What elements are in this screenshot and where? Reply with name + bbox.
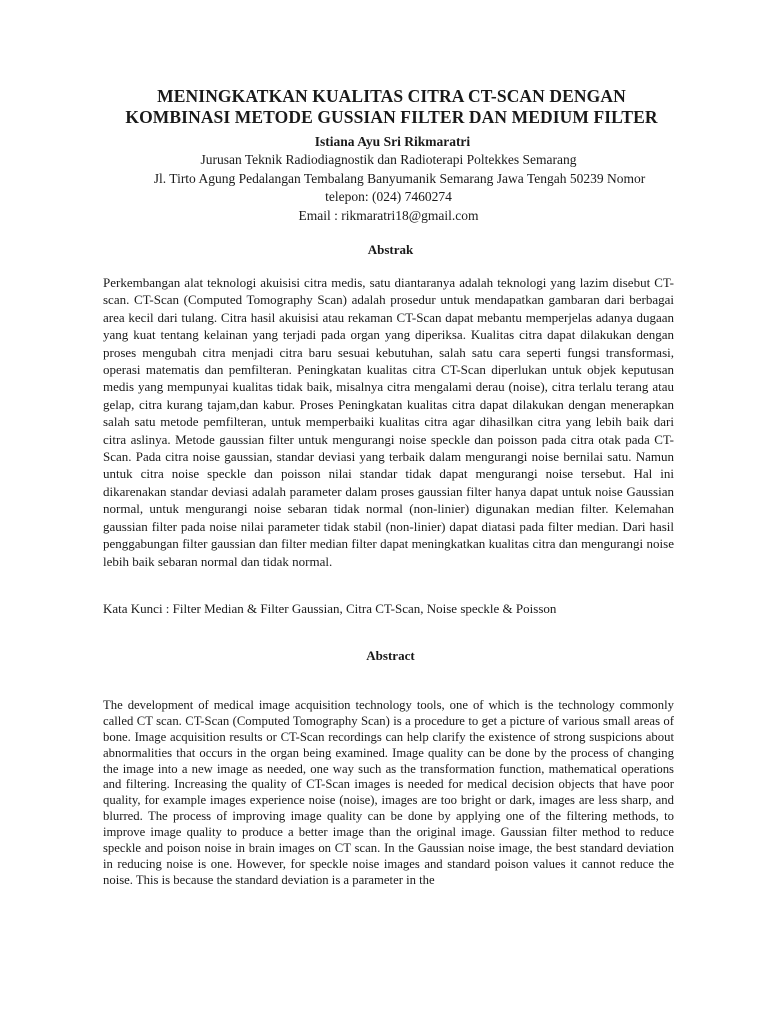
- affiliation-line3: telepon: (024) 7460274: [325, 189, 452, 204]
- abstract-paragraph: The development of medical image acquisition technology tools, one of which is the technology commonly called CT scan. CT-Scan (Computed Tomography Scan) is a procedure to get a picture of various small areas of bone. Image acquisition results or CT-Scan recordings can help clarify the existence of strong suspicions about abnormalities that occurs in the organ being examined. Image quality can be done by the process of changing the image into a new image as needed, one way such as the transformation function, mathematical operations and filtering. Increasing the quality of CT-Scan images is needed for medical decision objects that have poor quality, for example images experience noise (noise), images are too bright or dark, images are less sharp, and blurred. The process of improving image quality can be done by applying one of the filtering methods, to improve image quality to produce a better image than the original image. Gaussian filter method to reduce speckle and poison noise in brain images on CT scan. In the Gaussian noise image, the best standard deviation in reducing noise is one. However, for speckle noise images and standard poison values it cannot reduce the noise. This is because the standard deviation is a parameter in the: [103, 697, 674, 887]
- affiliation-line2: Jl. Tirto Agung Pedalangan Tembalang Banyumanik Semarang Jawa Tengah 50239 Nomor: [153, 170, 646, 186]
- abstrak-paragraph: Perkembangan alat teknologi akuisisi citra medis, satu diantaranya adalah teknologi yang lazim disebut CT-scan. CT-Scan (Computed Tomography Scan) adalah prosedur untuk mendapatkan gambaran dari berbagai area kecil dari tulang. Citra hasil akuisisi atau rekaman CT-Scan dapat mebantu memperjelas adanya dugaan yang kuat tentang kelainan yang terjadi pada organ yang diperiksa. Kualitas citra dapat dilakukan dengan proses mengubah citra menjadi citra baru sesuai kebutuhan, salah satu cara seperti fungsi transformasi, operasi matematis dan pemfilteran. Peningkatan kualitas citra CT-Scan diperlukan untuk objek keputusan medis yang mempunyai kualitas tidak baik, misalnya citra mengalami derau (noise), citra terlalu terang atau gelap, citra kurang tajam,dan kabur. Proses Peningkatan kualitas citra dapat dilakukan dengan menerapkan salah satu metode pemfilteran, untuk memperbaiki kualitas citra agar dihasilkan citra yang lebih baik dari citra aslinya. Metode gaussian filter untuk mengurangi noise speckle dan poisson pada citra otak pada CT-Scan. Pada citra noise gaussian, standar deviasi yang terbaik dalam mengurangi noise bernilai satu. Namun untuk citra noise speckle dan poisson nilai standar tidak dapat mengurangi noise tersebut. Hal ini dikarenakan standar deviasi adalah parameter dalam proses gaussian filter hanya dapat untuk noise Gaussian normal, untuk mengurangi noise sebaran tidak normal (non-linier) digunakan median filter. Kelemahan gaussian filter pada noise nilai parameter tidak stabil (non-linier) dapat diatasi pada filter median. Dari hasil penggabungan filter gaussian dan filter median filter dapat meningkatkan kualitas citra dan mengurangi noise lebih baik sebaran normal dan tidak normal.: [103, 275, 674, 569]
- paper-title-line2: KOMBINASI METODE GUSSIAN FILTER DAN MEDIUM FILTER: [125, 107, 658, 127]
- paper-title-line1: MENINGKATKAN KUALITAS CITRA CT-SCAN DENGAN: [157, 86, 626, 106]
- affiliation-line1: Jurusan Teknik Radiodiagnostik dan Radioterapi Poltekkes Semarang: [200, 152, 577, 167]
- abstrak-heading: Abstrak: [367, 242, 414, 257]
- paper-title: [103, 86, 674, 128]
- author-email: Email : rikmaratri18@gmail.com: [298, 207, 479, 223]
- author-name: Istiana Ayu Sri Rikmaratri: [314, 134, 471, 149]
- abstract-heading: Abstract: [366, 647, 415, 663]
- keywords-line: Kata Kunci : Filter Median & Filter Gaussian, Citra CT-Scan, Noise speckle & Poisson: [103, 600, 557, 616]
